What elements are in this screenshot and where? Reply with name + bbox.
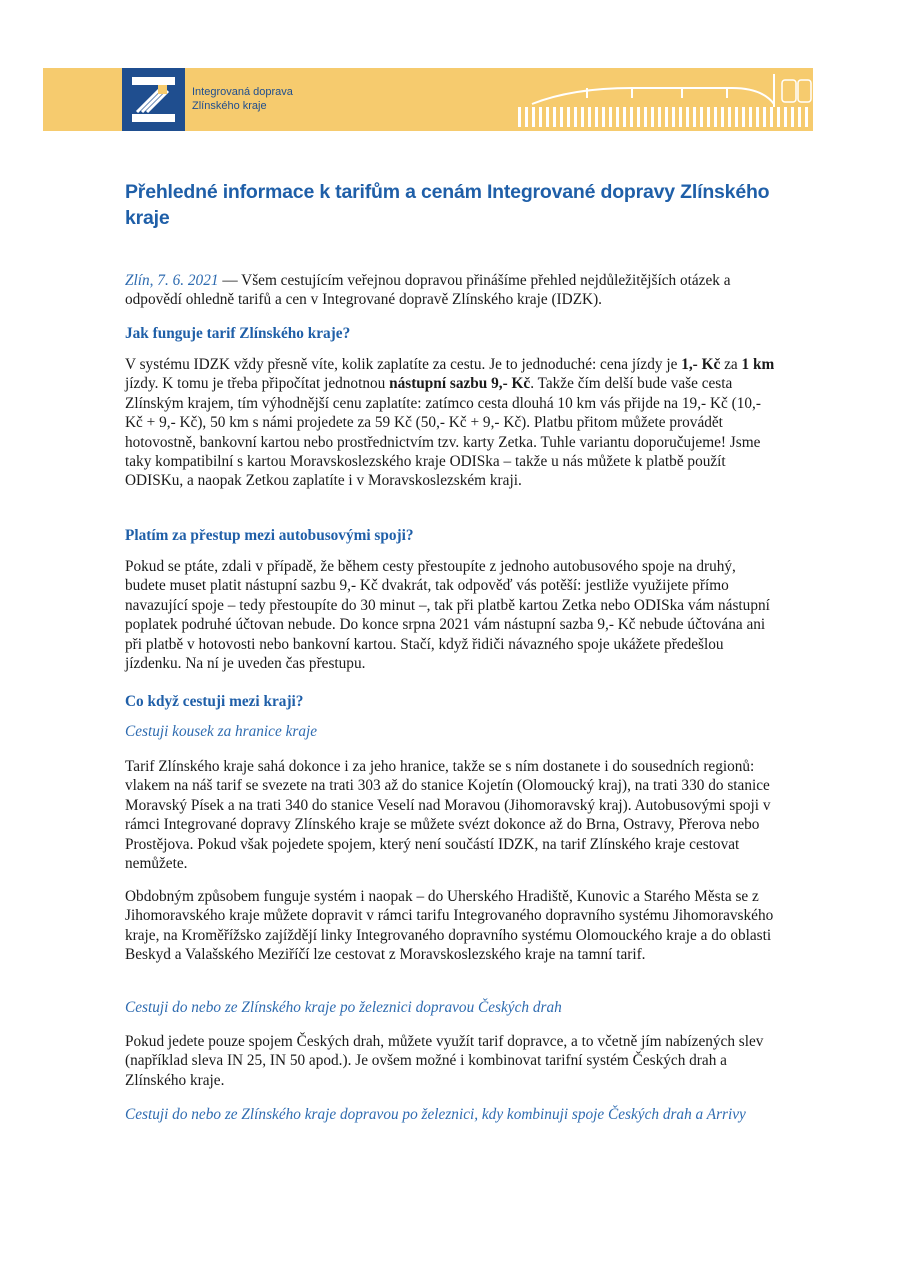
train-illustration-icon	[512, 74, 812, 129]
logo-line-2: Zlínského kraje	[192, 100, 267, 112]
subheading-near-border: Cestuji kousek za hranice kraje	[125, 723, 318, 740]
p1-text-1: V systému IDZK vždy přesně víte, kolik zaplatíte za cestu. Je to jednoduché: cena jízdy je	[125, 356, 682, 373]
p1-bold-fee: nástupní sazbu 9,- Kč	[389, 375, 531, 393]
question-heading-regions: Co když cestuji mezi kraji?	[125, 693, 304, 710]
question-heading-transfer: Platím za přestup mezi autobusovými spoji?	[125, 527, 414, 544]
question-heading-tariff: Jak funguje tarif Zlínského kraje?	[125, 325, 351, 342]
article-date: Zlín, 7. 6. 2021	[125, 272, 219, 289]
p1-text-3: jízdy. K tomu je třeba připočítat jednotnou	[125, 375, 390, 393]
subheading-cd-rail: Cestuji do nebo ze Zlínského kraje po železnici dopravou Českých drah	[125, 999, 562, 1016]
paragraph-tariff	[125, 355, 775, 491]
p1-text-4: . Takže čím delší bude vaše cesta Zlínským krajem, tím výhodnější cenu zaplatíte: zatímco cesta dlouhá 10 km vás přijde na 19,- Kč (10,- Kč + 9,- Kč), 50 km s námi projedete za 59 Kč (50,- Kč + 9,- Kč). Platbu přitom můžete provádět hotovostně, bankovní kartou nebo prostřednictvím tzv. karty Zetka. Tuhle variantu doporučujeme! Jsme taky kompatibilní s kartou Moravskoslezského kraje ODISka – takže u nás můžete k platbě použít ODISKu, a naopak Zetkou zaplatíte i v Moravskoslezském kraji.	[125, 375, 761, 490]
p1-bold-km: 1 km	[741, 356, 775, 373]
page-title: Přehledné informace k tarifům a cenám Integrované dopravy Zlínského kraje	[125, 181, 770, 229]
idzk-logo-icon	[122, 68, 185, 131]
intro-paragraph	[125, 271, 775, 310]
intro-text: — Všem cestujícím veřejnou dopravou přinášíme přehled nejdůležitějších otázek a odpovědí ohledně tarifů a cen v Integrované dopravě Zlínského kraje (IDZK).	[125, 272, 731, 309]
paragraph-cd-rail: Pokud jedete pouze spojem Českých drah, můžete využít tarif dopravce, a to včetně jím nabízených slev (například sleva IN 25, IN 50 apod.). Je ovšem možné i kombinovat tarifní systém Českých drah a Zlínského kraje.	[125, 1033, 764, 1089]
paragraph-reverse: Obdobným způsobem funguje systém i naopak – do Uherského Hradiště, Kunovic a Starého Města se z Jihomoravského kraje můžete dopravit v rámci tarifu Integrovaného dopravního systému Jihomoravského kraje, na Kroměřížsko zajíždějí linky Integrovaného dopravního systému Olomouckého kraje a do oblasti Beskyd a Valašského Meziříčí lze cestovat z Moravskoslezského kraje na tamní tarif.	[125, 888, 774, 964]
paragraph-transfer: Pokud se ptáte, zdali v případě, že během cesty přestoupíte z jednoho autobusového spoje na druhý, budete muset platit nástupní sazbu 9,- Kč dvakrát, tak odpověď vás potěší: jestliže využijete přímo navazující spoje – tedy přestoupíte do 30 minut –, tak při platbě kartou Zetka nebo ODISka vám nástupní poplatek podruhé účtovan nebude. Do konce srpna 2021 vám nástupní sazba 9,- Kč nebude účtována ani při platbě v hotovosti nebo bankovní kartou. Stačí, když řidiči návazného spoje ukážete předešlou jízdenku. Na ní je uveden čas přestupu.	[125, 558, 770, 673]
subheading-cd-arriva: Cestuji do nebo ze Zlínského kraje dopravou po železnici, kdy kombinuji spoje Českých drah a Arrivy	[125, 1106, 746, 1123]
paragraph-near-border: Tarif Zlínského kraje sahá dokonce i za jeho hranice, takže se s ním dostanete i do sousedních regionů: vlakem na náš tarif se svezete na trati 303 až do stanice Kojetín (Olomoucký kraj), na trati 330 do stanice Moravský Písek a na trati 340 do stanice Veselí nad Moravou (Jihomoravský kraj). Autobusovými spoji v rámci Integrované dopravy Zlínského kraje se můžete svézt dokonce až do Brna, Ostravy, Přerova nebo Prostějova. Pokud však pojedete spojem, který není součástí IDZK, na tarif Zlínského kraje cestovat nemůžete.	[125, 758, 771, 873]
p1-bold-price: 1,- Kč	[681, 356, 721, 373]
logo-line-1: Integrovaná doprava	[192, 86, 293, 98]
logo-wordmark	[192, 85, 293, 113]
p1-text-2: za	[720, 356, 742, 373]
